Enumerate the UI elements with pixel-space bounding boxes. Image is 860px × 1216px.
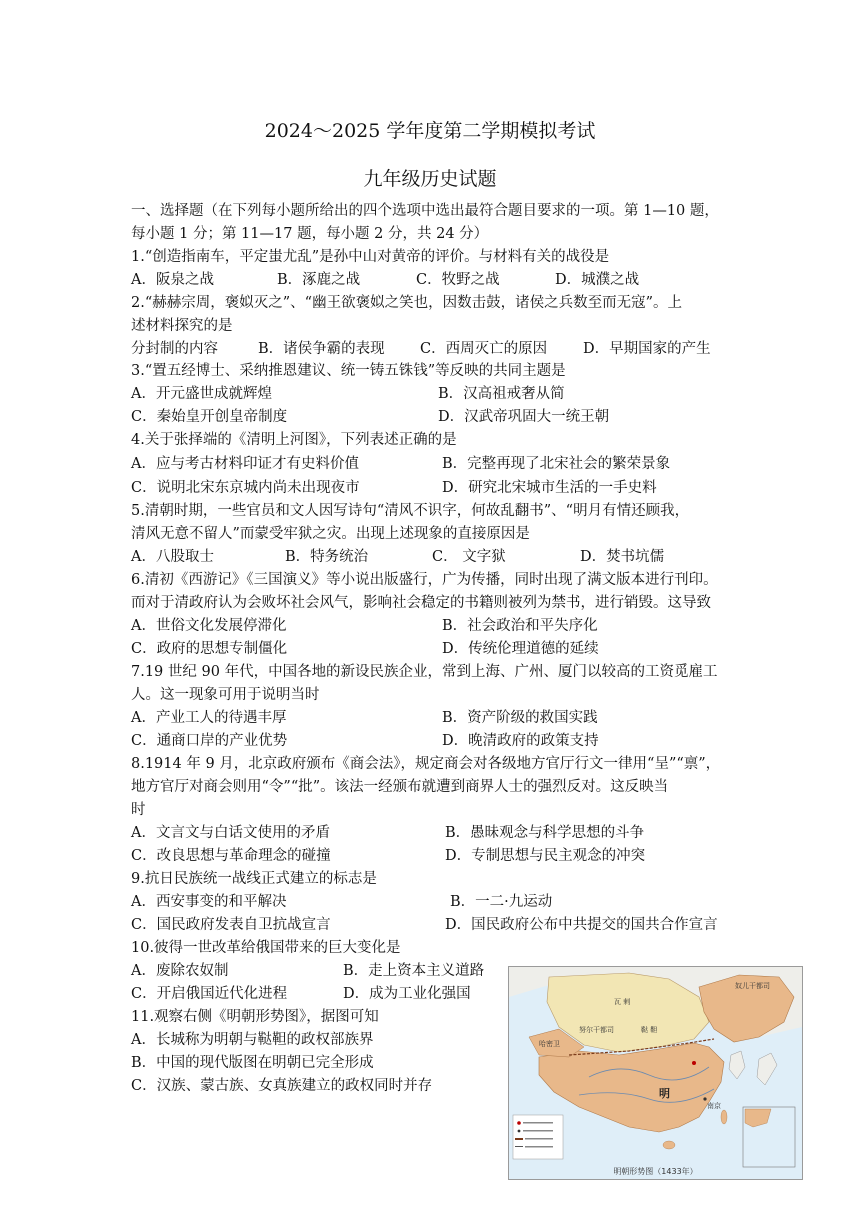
q5-option-a[interactable]: A．八股取士 [131, 549, 214, 565]
q7-option-b[interactable]: B．资产阶级的救国实践 [442, 710, 598, 726]
q3-stem: 3.“置五经博士、采纳推恩建议、统一铸五铢钱”等反映的共同主题是 [131, 363, 566, 379]
q6-option-d[interactable]: D．传统伦理道德的延续 [442, 641, 599, 657]
map-label-hami: 哈密卫 [539, 1040, 560, 1048]
q5-option-b[interactable]: B．特务统治 [285, 549, 369, 565]
q3-option-c[interactable]: C．秦始皇开创皇帝制度 [131, 409, 288, 425]
map-legend-box [513, 1115, 563, 1159]
map-label-dada: 鞑 靼 [641, 1026, 658, 1034]
map-legend-line-1 [523, 1122, 553, 1124]
section-intro-line2: 每小题 1 分；第 11—17 题，每小题 2 分，共 24 分） [131, 226, 489, 242]
q1-option-c[interactable]: C．牧野之战 [416, 272, 500, 288]
q1-option-a[interactable]: A．阪泉之战 [131, 272, 214, 288]
section-intro-line1: 一、选择题（在下列每小题所给出的四个选项中选出最符合题目要求的一项。第 1—10 题， [131, 203, 719, 219]
subject-title: 九年级历史试题 [363, 168, 497, 190]
q2-option-c[interactable]: C．西周灭亡的原因 [420, 341, 548, 357]
map-label-nuergan: 奴儿干都司 [735, 982, 770, 990]
q10-stem: 10.彼得一世改革给俄国带来的巨大变化是 [131, 940, 401, 956]
map-legend-wall-icon [515, 1138, 523, 1140]
q7-option-a[interactable]: A．产业工人的待遇丰厚 [131, 710, 287, 726]
exam-title: 2024～2025 学年度第二学期模拟考试 [264, 120, 596, 142]
map-legend-line-3 [525, 1138, 553, 1140]
q6-option-a[interactable]: A．世俗文化发展停滞化 [131, 618, 287, 634]
q3-option-b[interactable]: B．汉高祖戒奢从简 [438, 386, 565, 402]
q8-option-a[interactable]: A．文言文与白话文使用的矛盾 [131, 825, 330, 841]
q4-option-a[interactable]: A．应与考古材料印证才有史料价值 [131, 456, 359, 472]
q5-stem-line2: 清风无意不留人”而蒙受牢狱之灾。出现上述现象的直接原因是 [131, 526, 530, 542]
map-graphic [509, 967, 802, 1179]
q2-option-b[interactable]: B．诸侯争霸的表现 [258, 341, 385, 357]
map-region-korea [729, 1051, 745, 1079]
map-legend-line-2 [523, 1130, 553, 1132]
q7-stem-line1: 7.19 世纪 90 年代，中国各地的新设民族企业，常到上海、广州、厦门以较高的工资觅雇工 [131, 664, 718, 680]
map-caption: 明朝形势图（1433年） [613, 1167, 698, 1176]
q1-option-d[interactable]: D．城濮之战 [555, 272, 640, 288]
map-region-japan [757, 1053, 777, 1085]
q2-stem-line1: 2.“赫赫宗周，褒姒灭之”、“幽王欲褒姒之笑也，因数击鼓，诸侯之兵数至而无寇”。上 [131, 295, 682, 311]
ming-dynasty-map [508, 966, 803, 1180]
q9-stem: 9.抗日民族统一战线正式建立的标志是 [131, 871, 377, 887]
q1-option-b[interactable]: B．涿鹿之战 [277, 272, 361, 288]
q4-stem: 4.关于张择端的《清明上河图》，下列表述正确的是 [131, 432, 457, 448]
map-legend-border-icon [515, 1146, 523, 1147]
q7-stem-line2: 人。这一现象可用于说明当时 [131, 687, 320, 703]
map-legend-capital-icon [517, 1121, 521, 1125]
q8-option-d[interactable]: D．专制思想与民主观念的冲突 [445, 848, 646, 864]
q9-option-b[interactable]: B．一二·九运动 [450, 894, 553, 910]
q10-option-c[interactable]: C．开启俄国近代化进程 [131, 986, 288, 1002]
q5-stem-line1: 5.清朝时期，一些官员和文人因写诗句“清风不识字，何故乱翻书”、“明月有情还顾我， [131, 503, 690, 519]
q8-stem-line3: 时 [131, 802, 146, 818]
q4-option-d[interactable]: D．研究北宋城市生活的一手史料 [442, 480, 657, 496]
map-legend-city-icon [518, 1130, 521, 1133]
beijing-marker-icon [692, 1061, 696, 1065]
q6-stem-line1: 6.清初《西游记》《三国演义》等小说出版盛行，广为传播，同时出现了满文版本进行刊印。 [131, 572, 718, 588]
q9-option-c[interactable]: C．国民政府发表自卫抗战宣言 [131, 917, 331, 933]
q3-option-a[interactable]: A．开元盛世成就辉煌 [131, 386, 272, 402]
q8-stem-line1: 8.1914 年 9 月，北京政府颁布《商会法》，规定商会对各级地方官厅行文一律用“呈”“禀”， [131, 756, 721, 772]
q9-option-a[interactable]: A．西安事变的和平解决 [131, 894, 287, 910]
q8-option-c[interactable]: C．改良思想与革命理念的碰撞 [131, 848, 331, 864]
q5-option-d[interactable]: D．焚书坑儒 [580, 549, 665, 565]
q1-stem: 1.“创造指南车，平定蚩尤乱”是孙中山对黄帝的评价。与材料有关的战役是 [131, 249, 610, 265]
q2-option-d[interactable]: D．早期国家的产生 [583, 341, 711, 357]
q6-option-b[interactable]: B．社会政治和平失序化 [442, 618, 598, 634]
map-label-nanjing: 南京 [707, 1102, 721, 1110]
map-island-taiwan [721, 1110, 727, 1124]
q10-option-d[interactable]: D．成为工业化强国 [343, 986, 471, 1002]
map-island-hainan [663, 1141, 675, 1149]
q5-option-c[interactable]: C． 文字狱 [432, 549, 506, 565]
map-legend-line-4 [525, 1146, 553, 1148]
q11-option-c[interactable]: C．汉族、蒙古族、女真族建立的政权同时并存 [131, 1078, 433, 1094]
q8-option-b[interactable]: B．愚昧观念与科学思想的斗争 [445, 825, 645, 841]
map-label-ming: 明 [659, 1087, 670, 1100]
q11-option-a[interactable]: A．长城称为明朝与鞑靼的政权部族界 [131, 1032, 374, 1048]
q11-option-b[interactable]: B．中国的现代版图在明朝已完全形成 [131, 1055, 374, 1071]
q10-option-a[interactable]: A．废除农奴制 [131, 963, 229, 979]
q4-option-b[interactable]: B．完整再现了北宋社会的繁荣景象 [442, 456, 671, 472]
q11-stem: 11.观察右侧《明朝形势图》，据图可知 [131, 1009, 379, 1025]
map-label-nucai: 努尔干都司 [579, 1026, 614, 1034]
q8-stem-line2: 地方官厅对商会则用“令”“批”。该法一经颁布就遭到商界人士的强烈反对。这反映当 [131, 779, 669, 795]
q6-option-c[interactable]: C．政府的思想专制僵化 [131, 641, 288, 657]
q10-option-b[interactable]: B．走上资本主义道路 [343, 963, 485, 979]
q9-option-d[interactable]: D．国民政府公布中共提交的国共合作宣言 [445, 917, 718, 933]
q2-stem-line2: 述材料探究的是 [131, 318, 233, 334]
q7-option-c[interactable]: C．通商口岸的产业优势 [131, 733, 288, 749]
q3-option-d[interactable]: D．汉武帝巩固大一统王朝 [438, 409, 610, 425]
q6-stem-line2: 而对于清政府认为会败坏社会风气，影响社会稳定的书籍则被列为禁书，进行销毁。这导致 [131, 595, 711, 611]
q7-option-d[interactable]: D．晚清政府的政策支持 [442, 733, 599, 749]
map-label-wala: 瓦 剌 [614, 998, 631, 1006]
q4-option-c[interactable]: C．说明北宋东京城内尚未出现夜市 [131, 480, 360, 496]
q2-option-a[interactable]: 分封制的内容 [131, 341, 218, 357]
